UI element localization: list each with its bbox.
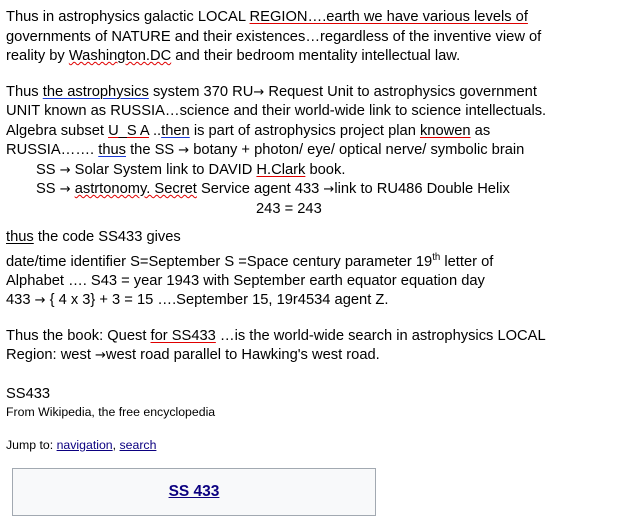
p4-line2-part1: Region: west	[6, 347, 95, 364]
p4-line2-part2: west road parallel to Hawking's west road.	[105, 347, 380, 364]
arrow-icon-3: →	[59, 162, 71, 178]
p2-line1-part3: system 370 RU	[148, 83, 254, 100]
arrow-icon-7: →	[95, 348, 106, 364]
p3-line1-part1: thus	[6, 229, 34, 245]
p2-line6	[6, 180, 621, 200]
p2-line3-part1: Algebra subset	[6, 122, 109, 139]
p3-line3: Alphabet …. S43 = year 1943 with September earth equator equation day	[6, 272, 485, 289]
p2-line3-part3: ..	[148, 122, 162, 139]
jump-to-search-link[interactable]: search	[119, 437, 157, 452]
arrow-icon-2: →	[178, 143, 190, 158]
p2-line1-part1: Thus	[6, 83, 43, 100]
p1-line3-misspelling: Washington.DC	[68, 48, 172, 64]
p4-line1-misspelling: for SS433	[150, 327, 216, 344]
p2-line3-misspelling-2: knowen	[419, 122, 471, 139]
p2-line1-grammar: the astrophysics	[42, 83, 149, 100]
arrow-icon-5: →	[323, 182, 335, 197]
spacer-5	[6, 421, 621, 437]
p2-line5	[6, 161, 621, 181]
p2-line3-part7: as	[470, 122, 491, 139]
jump-to-bar	[6, 437, 621, 454]
p2-line1-part4: Request Unit to astrophysics government	[264, 83, 537, 100]
p2-line4-grammar: thus	[98, 142, 126, 158]
wiki-tagline: From Wikipedia, the free encyclopedia	[6, 404, 216, 419]
p4-line1-part1: Thus the book: Quest	[6, 327, 151, 344]
jump-to-navigation-link[interactable]: navigation	[56, 437, 113, 452]
p3-line2-part1: date/time identifier S=September S =Space century parameter 19	[6, 253, 433, 270]
p3-line4-part1: 433	[6, 292, 35, 309]
p2-line6-misspelling: astrtonomy. Secret	[74, 181, 197, 197]
p1-line1-part3: ….earth we have various levels of	[307, 9, 528, 25]
p1-line2: governments of NATURE and their existences…regardless of the inventive view of	[6, 28, 542, 45]
p1-line3-part1: reality by	[6, 48, 69, 64]
p2-line7-equation: 243 = 243	[256, 200, 322, 217]
p2-line6-part5: link to RU486 Double Helix	[334, 181, 510, 197]
arrow-icon-4: →	[59, 182, 71, 197]
arrow-icon-1: →	[253, 84, 265, 100]
p2-line4-part1: RUSSIA…….	[6, 142, 99, 158]
spacer-2	[6, 219, 621, 228]
p2-line5-misspelling: H.Clark	[256, 161, 306, 178]
spacer-1	[6, 67, 621, 83]
p2-line2: UNIT known as RUSSIA…science and their world-wide link to science intellectuals.	[6, 103, 547, 119]
p1-line1-misspelling: REGION	[249, 9, 308, 25]
paragraph-3	[6, 228, 621, 311]
jump-separator: ,	[112, 437, 120, 452]
p2-line3-part5: is part of astrophysics project plan	[189, 122, 420, 139]
paragraph-4	[6, 327, 621, 366]
paragraph-1	[6, 8, 621, 67]
paragraph-2	[6, 83, 621, 220]
infobox	[12, 468, 376, 516]
p3-line2-ordinal: th	[432, 251, 441, 263]
spacer-3	[6, 311, 621, 327]
p2-line4-part3: the SS	[126, 142, 179, 158]
p2-line6-part1: SS	[36, 181, 60, 197]
p2-line5-part2: Solar System link to DAVID	[70, 161, 257, 178]
p2-line4-part4: botany + photon/ eye/ optical nerve/ symbolic brain	[189, 142, 525, 158]
p1-line1-part1: Thus in astrophysics galactic LOCAL	[6, 9, 250, 25]
p3-line1-part2: the code SS433 gives	[33, 229, 181, 245]
p2-line5-part1: SS	[36, 161, 60, 178]
p3-line4-part2: { 4 x 3} + 3 = 15 ….September 15, 19r4534 agent Z.	[45, 292, 389, 309]
jump-to-label: Jump to:	[6, 437, 57, 452]
wiki-article-title: SS433	[6, 385, 51, 402]
arrow-icon-6: →	[34, 293, 46, 309]
p3-line2-part2: letter of	[440, 253, 494, 270]
infobox-title-link[interactable]: SS 433	[168, 482, 220, 500]
p2-line3-grammar: then	[161, 122, 190, 139]
p2-line3-misspelling-1: U_S A	[108, 122, 149, 139]
spacer-4	[6, 366, 621, 385]
p2-line6-part4: Service agent 433	[196, 181, 324, 197]
p1-line3-part3: and their bedroom mentality intellectual law.	[171, 48, 461, 64]
p4-line1-part3: …is the world-wide search in astrophysics LOCAL	[215, 327, 546, 344]
p2-line5-part4: book.	[305, 161, 346, 178]
